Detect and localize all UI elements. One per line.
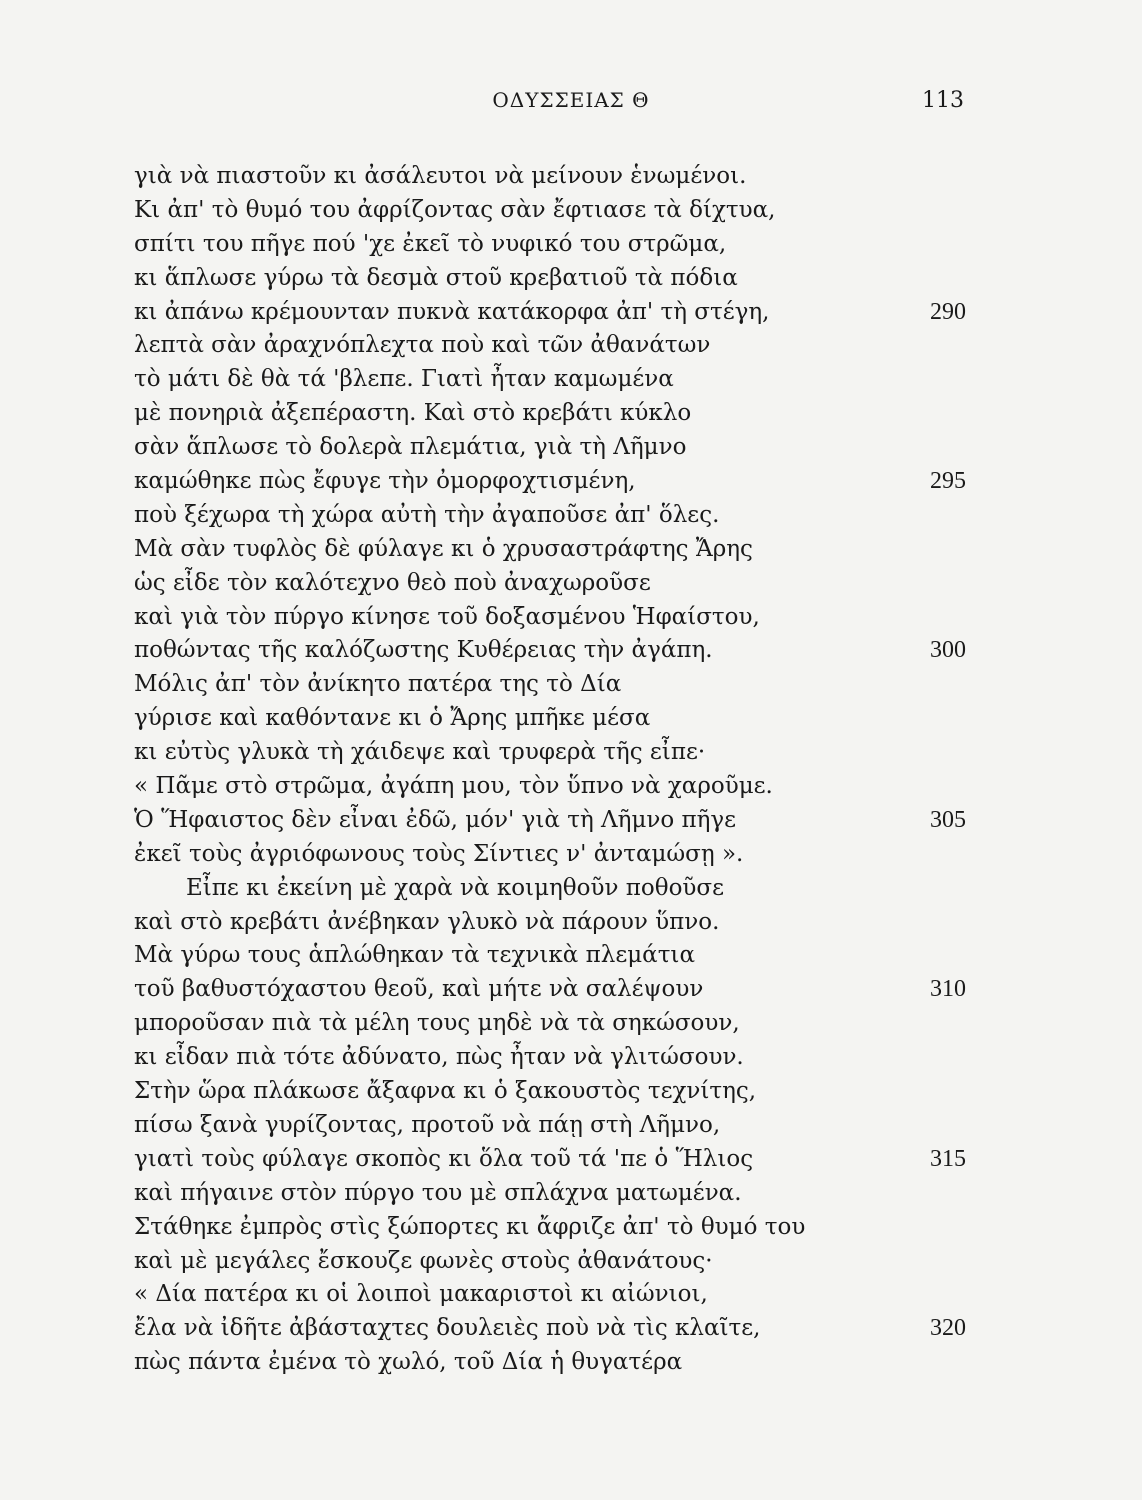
running-header-title: ΟΔΥΣΣΕΙΑΣ Θ <box>492 88 650 112</box>
verse-text: καὶ γιὰ τὸν πύργο κίνησε τοῦ δοξασμένου Ἡφαίστου, <box>134 603 760 630</box>
verse-line <box>134 668 994 702</box>
verse-text: πίσω ξανὰ γυρίζοντας, προτοῦ νὰ πάῃ στὴ Λῆμνο, <box>134 1111 721 1138</box>
verse-line <box>134 329 994 363</box>
verse-text: τοῦ βαθυστόχαστου θεοῦ, καὶ μήτε νὰ σαλέψουν <box>134 976 704 1003</box>
verse-line <box>134 363 994 397</box>
verse-line <box>134 601 994 635</box>
verse-text: γιατὶ τοὺς φύλαγε σκοπὸς κι ὅλα τοῦ τά 'πε ὁ Ἥλιος <box>134 1145 754 1172</box>
verse-text: Εἶπε κι ἐκείνη μὲ χαρὰ νὰ κοιμηθοῦν ποθοῦσε <box>186 874 725 901</box>
verse-text: καὶ μὲ μεγάλες ἔσκουζε φωνὲς στοὺς ἀθανάτους· <box>134 1247 713 1274</box>
verse-line <box>134 1143 994 1177</box>
verse-line <box>134 1177 994 1211</box>
line-number: 295 <box>930 468 966 495</box>
verse-line <box>134 1211 994 1245</box>
verse-line <box>134 1245 994 1279</box>
verse-text: σὰν ἅπλωσε τὸ δολερὰ πλεμάτια, γιὰ τὴ Λῆμνο <box>134 434 687 461</box>
verse-line <box>134 194 994 228</box>
line-number: 310 <box>930 976 966 1003</box>
verse-line <box>134 1109 994 1143</box>
line-number: 290 <box>930 298 966 325</box>
verse-text: Μὰ γύρω τους ἁπλώθηκαν τὰ τεχνικὰ πλεμάτια <box>134 942 695 969</box>
verse-line <box>134 397 994 431</box>
verse-line <box>134 1041 994 1075</box>
verse-line <box>134 634 994 668</box>
verse-text: μποροῦσαν πιὰ τὰ μέλη τους μηδὲ νὰ τὰ σηκώσουν, <box>134 1010 740 1037</box>
poem-body <box>134 160 994 1380</box>
verse-text: καὶ στὸ κρεβάτι ἀνέβηκαν γλυκὸ νὰ πάρουν ὕπνο. <box>134 908 720 935</box>
verse-text: Μόλις ἀπ' τὸν ἀνίκητο πατέρα της τὸ Δία <box>134 671 622 698</box>
verse-text: σπίτι του πῆγε πού 'χε ἐκεῖ τὸ νυφικό του στρῶμα, <box>134 230 727 257</box>
line-number: 315 <box>930 1145 966 1172</box>
verse-text: ποὺ ξέχωρα τὴ χώρα αὐτὴ τὴν ἀγαποῦσε ἀπ' ὅλες. <box>134 501 720 528</box>
verse-line <box>134 296 994 330</box>
verse-line <box>134 1007 994 1041</box>
verse-line <box>134 567 994 601</box>
verse-line <box>134 1346 994 1380</box>
page-number: 113 <box>922 88 964 113</box>
verse-line <box>134 973 994 1007</box>
verse-line <box>134 1312 994 1346</box>
verse-line <box>134 533 994 567</box>
verse-line <box>134 702 994 736</box>
verse-line <box>134 499 994 533</box>
verse-text: Στὴν ὥρα πλάκωσε ἄξαφνα κι ὁ ξακουστὸς τεχνίτης, <box>134 1078 757 1105</box>
verse-line <box>134 872 994 906</box>
verse-text: « Δία πατέρα κι οἱ λοιποὶ μακαριστοὶ κι αἰώνιοι, <box>134 1281 708 1308</box>
verse-text: ἔλα νὰ ἰδῆτε ἀβάσταχτες δουλειὲς ποὺ νὰ τὶς κλαῖτε, <box>134 1315 761 1342</box>
verse-line <box>134 770 994 804</box>
verse-line <box>134 939 994 973</box>
verse-line <box>134 804 994 838</box>
verse-line <box>134 906 994 940</box>
verse-text: κι εἶδαν πιὰ τότε ἀδύνατο, πὼς ἦταν νὰ γλιτώσουν. <box>134 1044 744 1071</box>
verse-line <box>134 262 994 296</box>
verse-line <box>134 1278 994 1312</box>
verse-text: ποθώντας τῆς καλόζωστης Κυθέρειας τὴν ἀγάπη. <box>134 637 713 664</box>
verse-text: « Πᾶμε στὸ στρῶμα, ἀγάπη μου, τὸν ὕπνο νὰ χαροῦμε. <box>134 773 773 800</box>
verse-line <box>134 838 994 872</box>
verse-text: γύρισε καὶ καθόντανε κι ὁ Ἄρης μπῆκε μέσα <box>134 705 651 732</box>
verse-line <box>134 736 994 770</box>
verse-line <box>134 1075 994 1109</box>
verse-text: κι ἅπλωσε γύρω τὰ δεσμὰ στοῦ κρεβατιοῦ τὰ πόδια <box>134 264 738 291</box>
verse-text: γιὰ νὰ πιαστοῦν κι ἀσάλευτοι νὰ μείνουν ἑνωμένοι. <box>134 163 747 189</box>
verse-text: κι εὐτὺς γλυκὰ τὴ χάιδεψε καὶ τρυφερὰ τῆς εἶπε· <box>134 739 706 766</box>
line-number: 300 <box>930 637 966 664</box>
verse-text: Μὰ σὰν τυφλὸς δὲ φύλαγε κι ὁ χρυσαστράφτης Ἄρης <box>134 535 753 562</box>
verse-text: ὡς εἶδε τὸν καλότεχνο θεὸ ποὺ ἀναχωροῦσε <box>134 569 651 596</box>
verse-text: καὶ πήγαινε στὸν πύργο του μὲ σπλάχνα ματωμένα. <box>134 1179 742 1206</box>
verse-text: ἐκεῖ τοὺς ἀγριόφωνους τοὺς Σίντιες ν' ἀνταμώσῃ ». <box>134 840 744 867</box>
verse-text: λεπτὰ σὰν ἀραχνόπλεχτα ποὺ καὶ τῶν ἀθανάτων <box>134 332 711 359</box>
verse-text: τὸ μάτι δὲ θὰ τά 'βλεπε. Γιατὶ ἦταν καμωμένα <box>134 366 674 393</box>
verse-text: καμώθηκε πὼς ἔφυγε τὴν ὀμορφοχτισμένη, <box>134 468 636 495</box>
line-number: 320 <box>930 1315 966 1342</box>
verse-text: μὲ πονηριὰ ἀξεπέραστη. Καὶ στὸ κρεβάτι κύκλο <box>134 400 692 427</box>
verse-text: Στάθηκε ἐμπρὸς στὶς ξώπορτες κι ἄφριζε ἀπ' τὸ θυμό του <box>134 1213 806 1240</box>
verse-line <box>134 431 994 465</box>
verse-line <box>134 228 994 262</box>
verse-text: πὼς πάντα ἐμένα τὸ χωλό, τοῦ Δία ἡ θυγατέρα <box>134 1349 683 1376</box>
verse-text: κι ἀπάνω κρέμουνταν πυκνὰ κατάκορφα ἀπ' τὴ στέγη, <box>134 298 770 325</box>
verse-line <box>134 465 994 499</box>
verse-line <box>134 160 994 194</box>
verse-text: Ὁ Ἥφαιστος δὲν εἶναι ἐδῶ, μόν' γιὰ τὴ Λῆμνο πῆγε <box>134 806 737 833</box>
verse-text: Κι ἀπ' τὸ θυμό του ἀφρίζοντας σὰν ἔφτιασε τὰ δίχτυα, <box>134 196 776 223</box>
line-number: 305 <box>930 806 966 833</box>
